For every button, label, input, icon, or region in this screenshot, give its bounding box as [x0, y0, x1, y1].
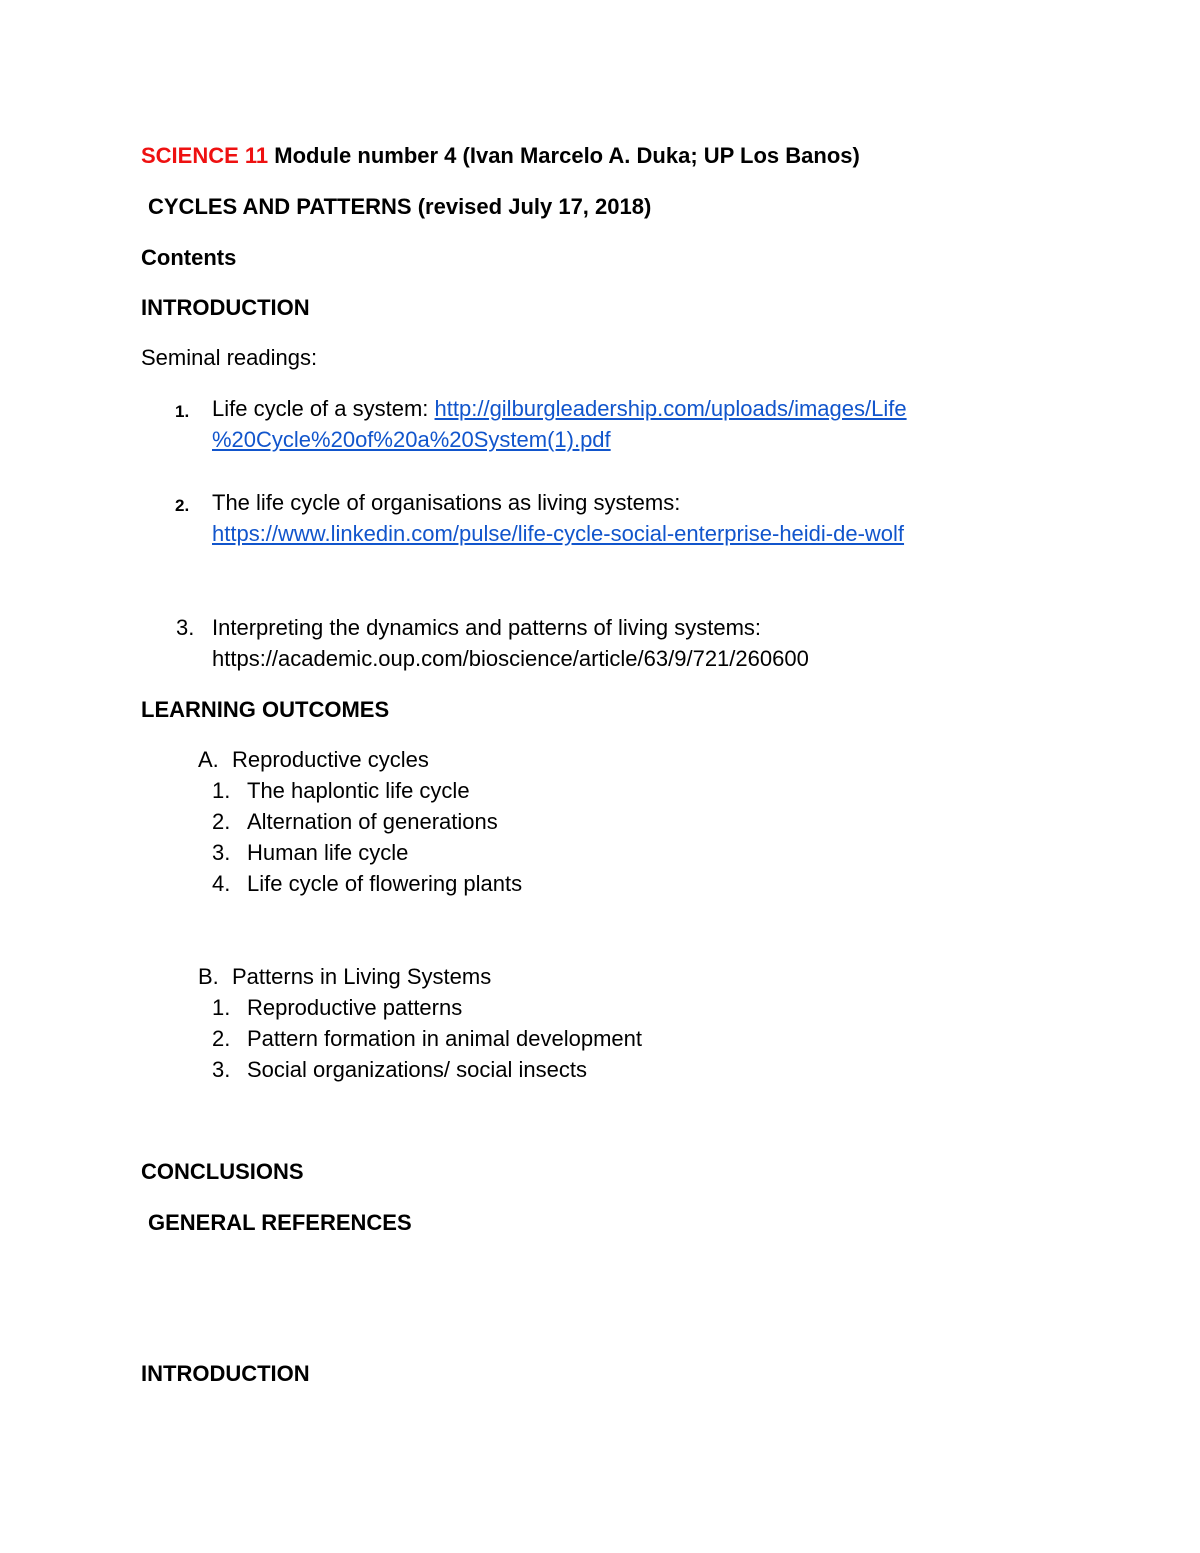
document-subtitle: CYCLES AND PATTERNS (revised July 17, 2018): [148, 194, 652, 219]
seminal-link-1[interactable]: http://gilburgleadership.com/uploads/images/Life: [434, 396, 907, 421]
toc-conclusions: CONCLUSIONS: [141, 1159, 304, 1184]
outcome-item-number: 3.: [212, 1057, 231, 1082]
outcome-title: Reproductive cycles: [232, 747, 429, 772]
seminal-link-1-continued[interactable]: %20Cycle%20of%20a%20System(1).pdf: [212, 427, 611, 452]
seminal-item-text-line: [212, 394, 907, 424]
seminal-link-2[interactable]: https://www.linkedin.com/pulse/life-cycle-social-enterprise-heidi-de-wolf: [212, 521, 905, 546]
outcome-item-number: 4.: [212, 871, 231, 896]
outcome-title: Patterns in Living Systems: [232, 964, 492, 989]
document-title: [141, 141, 860, 171]
course-code: SCIENCE 11: [141, 143, 269, 168]
outcome-item-number: 1.: [212, 995, 231, 1020]
toc-introduction: INTRODUCTION: [141, 295, 310, 320]
seminal-item-text: Life cycle of a system:: [212, 396, 435, 421]
outcome-item: Human life cycle: [247, 840, 409, 865]
seminal-url-3: https://academic.oup.com/bioscience/article/63/9/721/260600: [212, 646, 809, 671]
seminal-item-text: The life cycle of organisations as living systems:: [212, 490, 681, 515]
outcome-item-number: 2.: [212, 1026, 231, 1051]
seminal-item-number: 1.: [175, 402, 190, 421]
seminal-item-number: 2.: [175, 496, 190, 515]
outcome-item: Alternation of generations: [247, 809, 498, 834]
toc-learning-outcomes: LEARNING OUTCOMES: [141, 697, 390, 722]
seminal-readings-label: Seminal readings:: [141, 345, 318, 370]
outcome-item: The haplontic life cycle: [247, 778, 470, 803]
outcome-item-number: 1.: [212, 778, 231, 803]
outcome-item: Life cycle of flowering plants: [247, 871, 523, 896]
outcome-item: Reproductive patterns: [247, 995, 463, 1020]
outcome-item-number: 2.: [212, 809, 231, 834]
outcome-letter: A.: [198, 747, 219, 772]
section-heading-introduction: INTRODUCTION: [141, 1361, 310, 1386]
outcome-item: Social organizations/ social insects: [247, 1057, 587, 1082]
toc-general-references: GENERAL REFERENCES: [148, 1210, 412, 1235]
seminal-item-number: 3.: [176, 615, 195, 640]
outcome-item: Pattern formation in animal development: [247, 1026, 642, 1051]
outcome-letter: B.: [198, 964, 219, 989]
outcome-item-number: 3.: [212, 840, 231, 865]
module-info: Module number 4 (Ivan Marcelo A. Duka; UP Los Banos): [268, 143, 860, 168]
contents-heading: Contents: [141, 245, 237, 270]
seminal-item-text: Interpreting the dynamics and patterns of living systems:: [212, 615, 762, 640]
